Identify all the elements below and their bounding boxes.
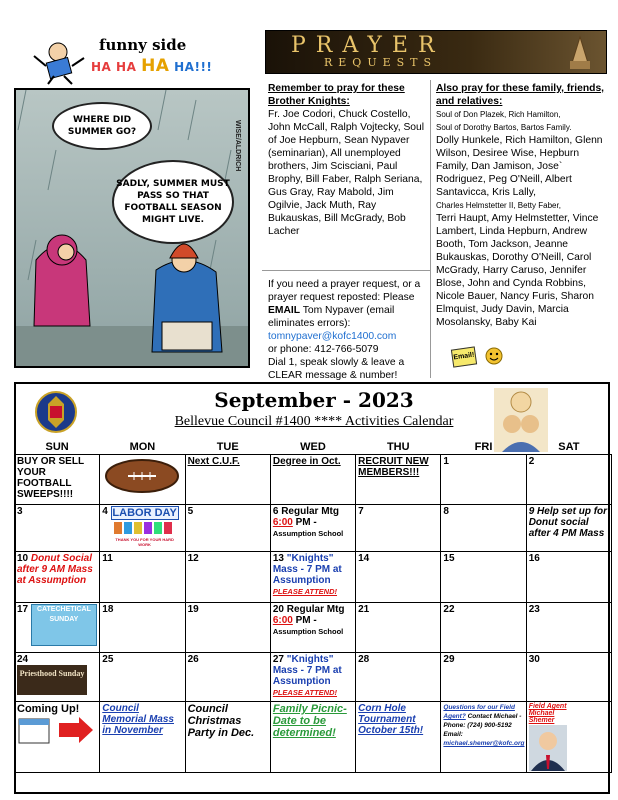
calendar-arrow-icon [17, 715, 95, 745]
cell-day-10: 10 Donut Social after 9 AM Mass at Assumption [15, 552, 100, 603]
cell-day-3: 3 [15, 505, 100, 552]
activities-calendar [14, 382, 610, 794]
comic-laugh: HA HA HA HA!!! [91, 56, 213, 76]
calendar-week-5 [15, 653, 612, 702]
weekday-header [15, 440, 612, 455]
cell-day-21: 21 [356, 603, 441, 653]
cell-field-agent-contact: Questions for our Field Agent? Contact Michael - Phone: (724) 900-5192 Email: michael.shemer@kofc.org [441, 702, 526, 773]
cell-day-6: 6 Regular Mtg 6:00 PM - Assumption School [270, 505, 355, 552]
comic-section [14, 30, 250, 370]
prayer-col1-names: Fr. Joe Codori, Chuck Costello, John McCall, Ralph Vojtecky, Soul of Joe Hepburn, Sean Nypaver (seminarian), All unemployed brothers, Jim Scisciani, Paul Brophy, Bill Faber, Ralph Seriana, Gus Gray, Ray Mabold, Jim Ogilvie, Jack Muth, Ray Bukauskas, Bill McGrady, Bob Lacher [268, 109, 425, 237]
comic-title: funny side [99, 36, 187, 54]
cell-day-17: 17 CATECHETICAL SUNDAY [15, 603, 100, 653]
cell-coming-up: Coming Up! [15, 702, 100, 773]
calendar-week-3 [15, 552, 612, 603]
cell-next-cuf: Next C.U.F. [185, 455, 270, 505]
day-wed: WED [300, 441, 326, 453]
cell-day-5: 5 [185, 505, 270, 552]
cell-day-25: 25 [100, 653, 185, 702]
cell-day-1: 1 [441, 455, 526, 505]
cell-day-19: 19 [185, 603, 270, 653]
cell-day-7: 7 [356, 505, 441, 552]
cell-day-23: 23 [526, 603, 611, 653]
cell-day-12: 12 [185, 552, 270, 603]
calendar-subtitle: Bellevue Council #1400 **** Activities Calendar [174, 414, 454, 429]
cell-day-2: 2 [526, 455, 611, 505]
cell-degree: Degree in Oct. [270, 455, 355, 505]
prayer-column-divider [430, 80, 431, 378]
cell-day-14: 14 [356, 552, 441, 603]
comic-artist: WISE/ALDRICH [234, 120, 241, 172]
cell-day-26: 26 [185, 653, 270, 702]
cell-field-agent: Field Agent Michael Shemer [526, 702, 611, 773]
calendar-grid [14, 440, 612, 773]
workers-illustration [112, 520, 178, 534]
catechetical-sunday-image: CATECHETICAL SUNDAY [31, 604, 97, 646]
day-mon: MON [129, 441, 156, 453]
cell-day-16: 16 [526, 552, 611, 603]
labor-day-image: LABOR DAY THANK YOU FOR YOUR HARD WORK [112, 507, 177, 547]
calendar-week-2 [15, 505, 612, 552]
cell-christmas-party: Council Christmas Party in Dec. [185, 702, 270, 773]
calendar-title: September - 2023 [214, 388, 414, 412]
cell-day-27: 27 "Knights" Mass - 7 PM at Assumption PLEASE ATTEND! [270, 653, 355, 702]
prayer-banner [265, 30, 607, 74]
calendar-week-1 [15, 455, 612, 505]
cell-day-15: 15 [441, 552, 526, 603]
cell-day-20: 20 Regular Mtg 6:00 PM - Assumption School [270, 603, 355, 653]
prayer-phone: or phone: 412-766-5079 [268, 344, 379, 355]
prayer-brother-knights [268, 82, 430, 238]
football-icon [102, 456, 182, 496]
cell-memorial-mass: Council Memorial Mass in November [100, 702, 185, 773]
prayer-email-link[interactable]: tomnypaver@kofc1400.com [268, 331, 397, 342]
cell-corn-hole: Corn Hole Tournament October 15th! [356, 702, 441, 773]
cell-football-sweeps: BUY OR SELL YOUR FOOTBALL SWEEPS!!!! [15, 455, 100, 505]
cell-day-18: 18 [100, 603, 185, 653]
cell-day-9: 9 Help set up for Donut social after 4 PM Mass [526, 505, 611, 552]
comic-header [14, 30, 250, 90]
cell-day-22: 22 [441, 603, 526, 653]
speech-bubble-2: SADLY, SUMMER MUST PASS SO THAT FOOTBALL SEASON MIGHT LIVE. [112, 160, 234, 244]
cell-day-4: 4 LABOR DAY THANK YOU FOR YOUR HARD WORK [100, 505, 185, 552]
email-badge: Email! [451, 346, 477, 367]
field-agent-email-link[interactable]: michael.shemer@kofc.org [443, 740, 525, 747]
comic-character-icon [28, 36, 88, 86]
speech-bubble-1: WHERE DID SUMMER GO? [52, 102, 152, 150]
cell-day-13: 13 "Knights" Mass - 7 PM at Assumption PLEASE ATTEND! [270, 552, 355, 603]
priesthood-sunday-image: Priesthood Sunday [17, 665, 87, 695]
cell-football-image [100, 455, 185, 505]
cell-family-picnic: Family Picnic- Date to be determined! [270, 702, 355, 773]
calendar-week-4 [15, 603, 612, 653]
prayer-col2-heading: Also pray for these family, friends, and relatives: [436, 83, 605, 107]
cell-day-29: 29 [441, 653, 526, 702]
day-thu: THU [386, 441, 410, 453]
cell-day-11: 11 [100, 552, 185, 603]
cell-recruit: RECRUIT NEW MEMBERS!!! [356, 455, 441, 505]
prayer-col1-heading: Remember to pray for these Brother Knights: [268, 83, 405, 107]
prayer-subtitle: REQUESTS [324, 56, 438, 69]
day-sun: SUN [45, 441, 69, 453]
smiley-icon [484, 346, 504, 366]
day-tue: TUE [216, 441, 239, 453]
prayer-contact: If you need a prayer request, or a prayer request reposted: Please EMAIL Tom Nypaver (email eliminates errors): tomnypaver@kofc1400.com or phone: 412-766-5079 Dial 1, speak slowly & leave a CLEAR message & number! [268, 279, 421, 381]
day-fri: FRI [474, 441, 493, 453]
cell-day-24: 24 Priesthood Sunday [15, 653, 100, 702]
prayer-title: PRAYER [291, 33, 445, 58]
day-sat: SAT [558, 441, 580, 453]
comic-panel [14, 88, 250, 368]
cell-day-28: 28 [356, 653, 441, 702]
field-agent-photo [529, 725, 567, 771]
cell-day-8: 8 [441, 505, 526, 552]
cell-day-30: 30 [526, 653, 611, 702]
calendar-coming-up [15, 702, 612, 773]
prayer-divider [262, 270, 430, 271]
prayer-family-friends: Also pray for these family, friends, and relatives: Soul of Don Plazek, Rich Hamilton, Soul of Dorothy Bartos, Bartos Family. Dolly Hunkele, Rich Hamilton, Glenn Wilson, Desiree Wise, Hepburn Family, Dan Jamison, Jose` Rodriguez, Peg O'Neill, Albert Santavicca, Kris Lally, Charles Helmstetter II, Betty Faber, Terri Haupt, Amy Helmstetter, Vince Lambert, Linda Hepburn, Andrew Booth, Tom Jackson, Jeanne Bukauskas, Dorothy O'Neill, Carol McGrady, Harry Caruso, Jennifer Blose, John and Cynda Robbins, Nicole Bauer, Nancy Furis, Sharon Elmquist, Judy Davin, Marcia Mosolansky, Baby Kai [436, 82, 611, 329]
praying-hands-icon [560, 33, 600, 71]
